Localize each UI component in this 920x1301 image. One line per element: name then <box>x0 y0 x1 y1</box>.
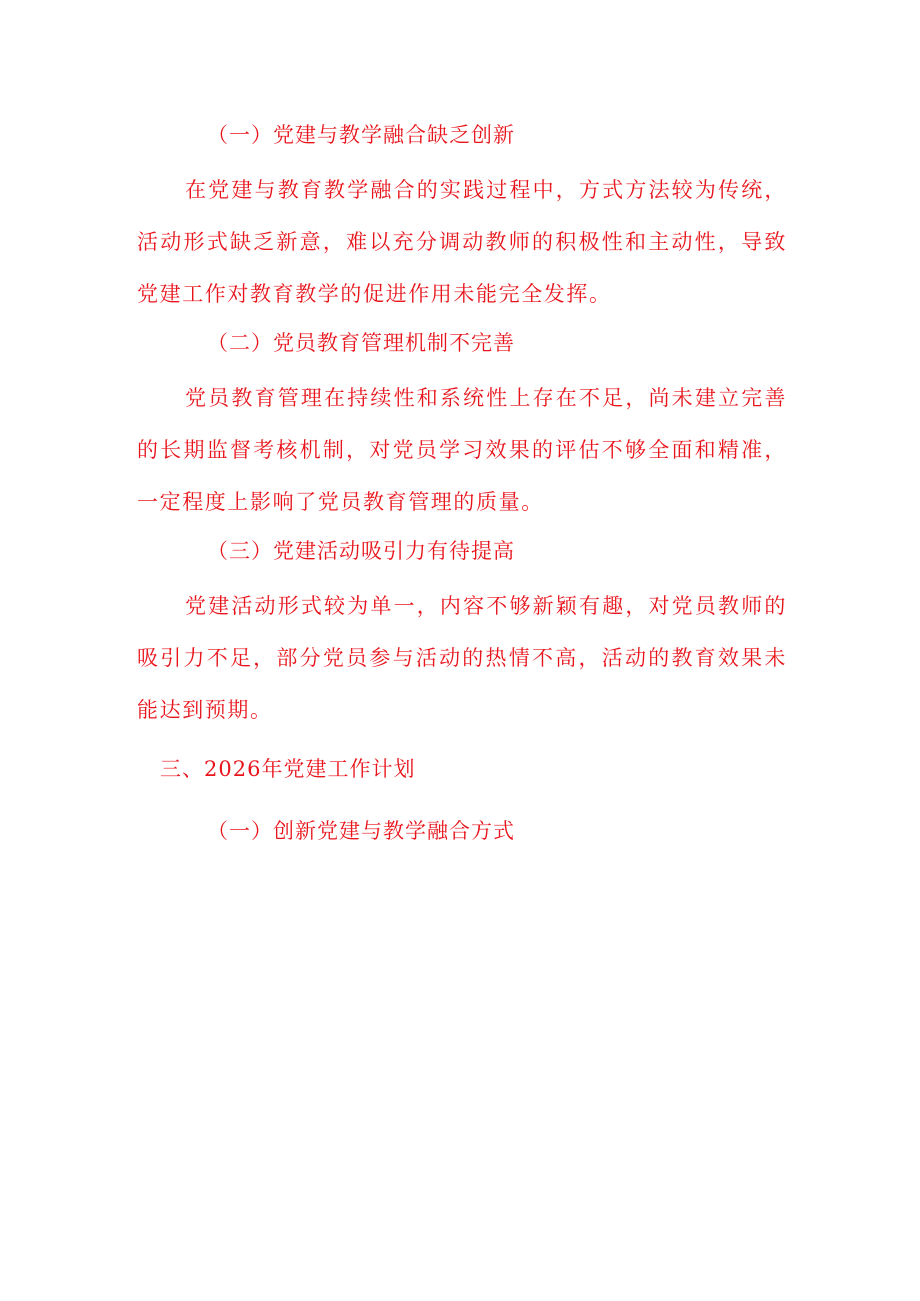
paragraph-2: 党员教育管理在持续性和系统性上存在不足，尚未建立完善的长期监督考核机制，对党员学习效果的评估不够全面和精准，一定程度上影响了党员教育管理的质量。 <box>137 386 787 514</box>
paragraph-3: 党建活动形式较为单一，内容不够新颖有趣，对党员教师的吸引力不足，部分党员参与活动的热情不高，活动的教育效果未能达到预期。 <box>137 594 787 722</box>
subheading-3: （三）党建活动吸引力有待提高 <box>207 539 515 563</box>
paragraph-1: 在党建与教育教学融合的实践过程中，方式方法较为传统，活动形式缺乏新意，难以充分调动教师的积极性和主动性，导致党建工作对教育教学的促进作用未能完全发挥。 <box>137 178 787 306</box>
subheading-4: （一）创新党建与教学融合方式 <box>207 819 515 843</box>
subheading-2: （二）党员教育管理机制不完善 <box>207 331 515 355</box>
section-heading: 三、2026年党建工作计划 <box>160 757 416 781</box>
subheading-1: （一）党建与教学融合缺乏创新 <box>207 123 515 147</box>
